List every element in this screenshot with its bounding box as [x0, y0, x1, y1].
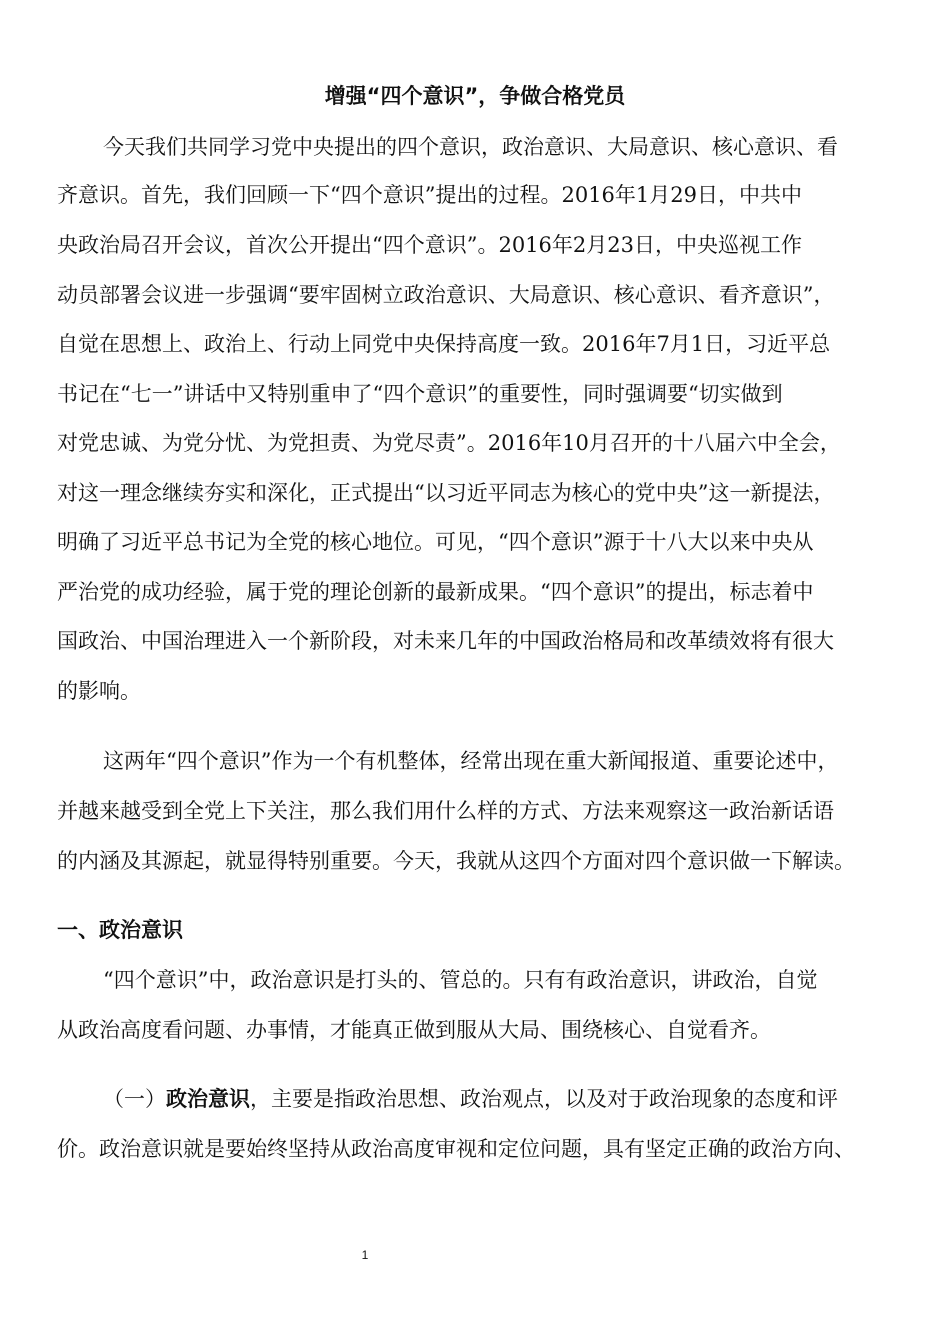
section-heading: 一、政治意识: [57, 918, 183, 942]
paragraph-line: 今天我们共同学习党中央提出的四个意识，政治意识、大局意识、核心意识、看: [103, 135, 838, 159]
paragraph-line: 动员部署会议进一步强调“要牢固树立政治意识、大局意识、核心意识、看齐意识”，: [57, 283, 835, 307]
subsection-number: （一）: [103, 1087, 166, 1111]
paragraph-line: 从政治高度看问题、办事情，才能真正做到服从大局、围绕核心、自觉看齐。: [57, 1018, 771, 1042]
paragraph-line: 央政治局召开会议，首次公开提出“四个意识”。2016年2月23日，中央巡视工作: [57, 233, 802, 257]
paragraph-line: 的影响。: [57, 679, 141, 703]
paragraph-line: 国政治、中国治理进入一个新阶段，对未来几年的中国政治格局和改革绩效将有很大: [57, 629, 834, 653]
paragraph-line: “四个意识”中，政治意识是打头的、管总的。只有有政治意识，讲政治，自觉: [103, 968, 818, 992]
paragraph-line: 对这一理念继续夯实和深化，正式提出“以习近平同志为核心的党中央”这一新提法，: [57, 481, 835, 505]
paragraph-line: [103, 1085, 838, 1113]
paragraph-line: 的内涵及其源起，就显得特别重要。今天，我就从这四个方面对四个意识做一下解读。: [57, 849, 855, 873]
paragraph-line: 齐意识。首先，我们回顾一下“四个意识”提出的过程。2016年1月29日，中共中: [57, 183, 802, 207]
paragraph-line: 并越来越受到全党上下关注，那么我们用什么样的方式、方法来观察这一政治新话语: [57, 799, 834, 823]
bold-term: 政治意识: [166, 1087, 250, 1111]
document-title: 增强“四个意识”，争做合格党员: [324, 84, 626, 108]
paragraph-line: 书记在“七一”讲话中又特别重申了“四个意识”的重要性，同时强调要“切实做到: [57, 382, 783, 406]
paragraph-line: 明确了习近平总书记为全党的核心地位。可见，“四个意识”源于十八大以来中央从: [57, 530, 814, 554]
paragraph-line: 价。政治意识就是要始终坚持从政治高度审视和定位问题，具有坚定正确的政治方向、: [57, 1137, 855, 1161]
paragraph-line: 对党忠诚、为党分忧、为党担责、为党尽责”。2016年10月召开的十八届六中全会，: [57, 431, 841, 455]
page-number: 1: [361, 1248, 369, 1262]
paragraph-line: 严治党的成功经验，属于党的理论创新的最新成果。“四个意识”的提出，标志着中: [57, 580, 814, 604]
paragraph-line: 自觉在思想上、政治上、行动上同党中央保持高度一致。2016年7月1日，习近平总: [57, 332, 831, 356]
paragraph-line: 这两年“四个意识”作为一个有机整体，经常出现在重大新闻报道、重要论述中，: [103, 749, 839, 773]
paragraph-text: ，主要是指政治思想、政治观点，以及对于政治现象的态度和评: [250, 1087, 838, 1111]
